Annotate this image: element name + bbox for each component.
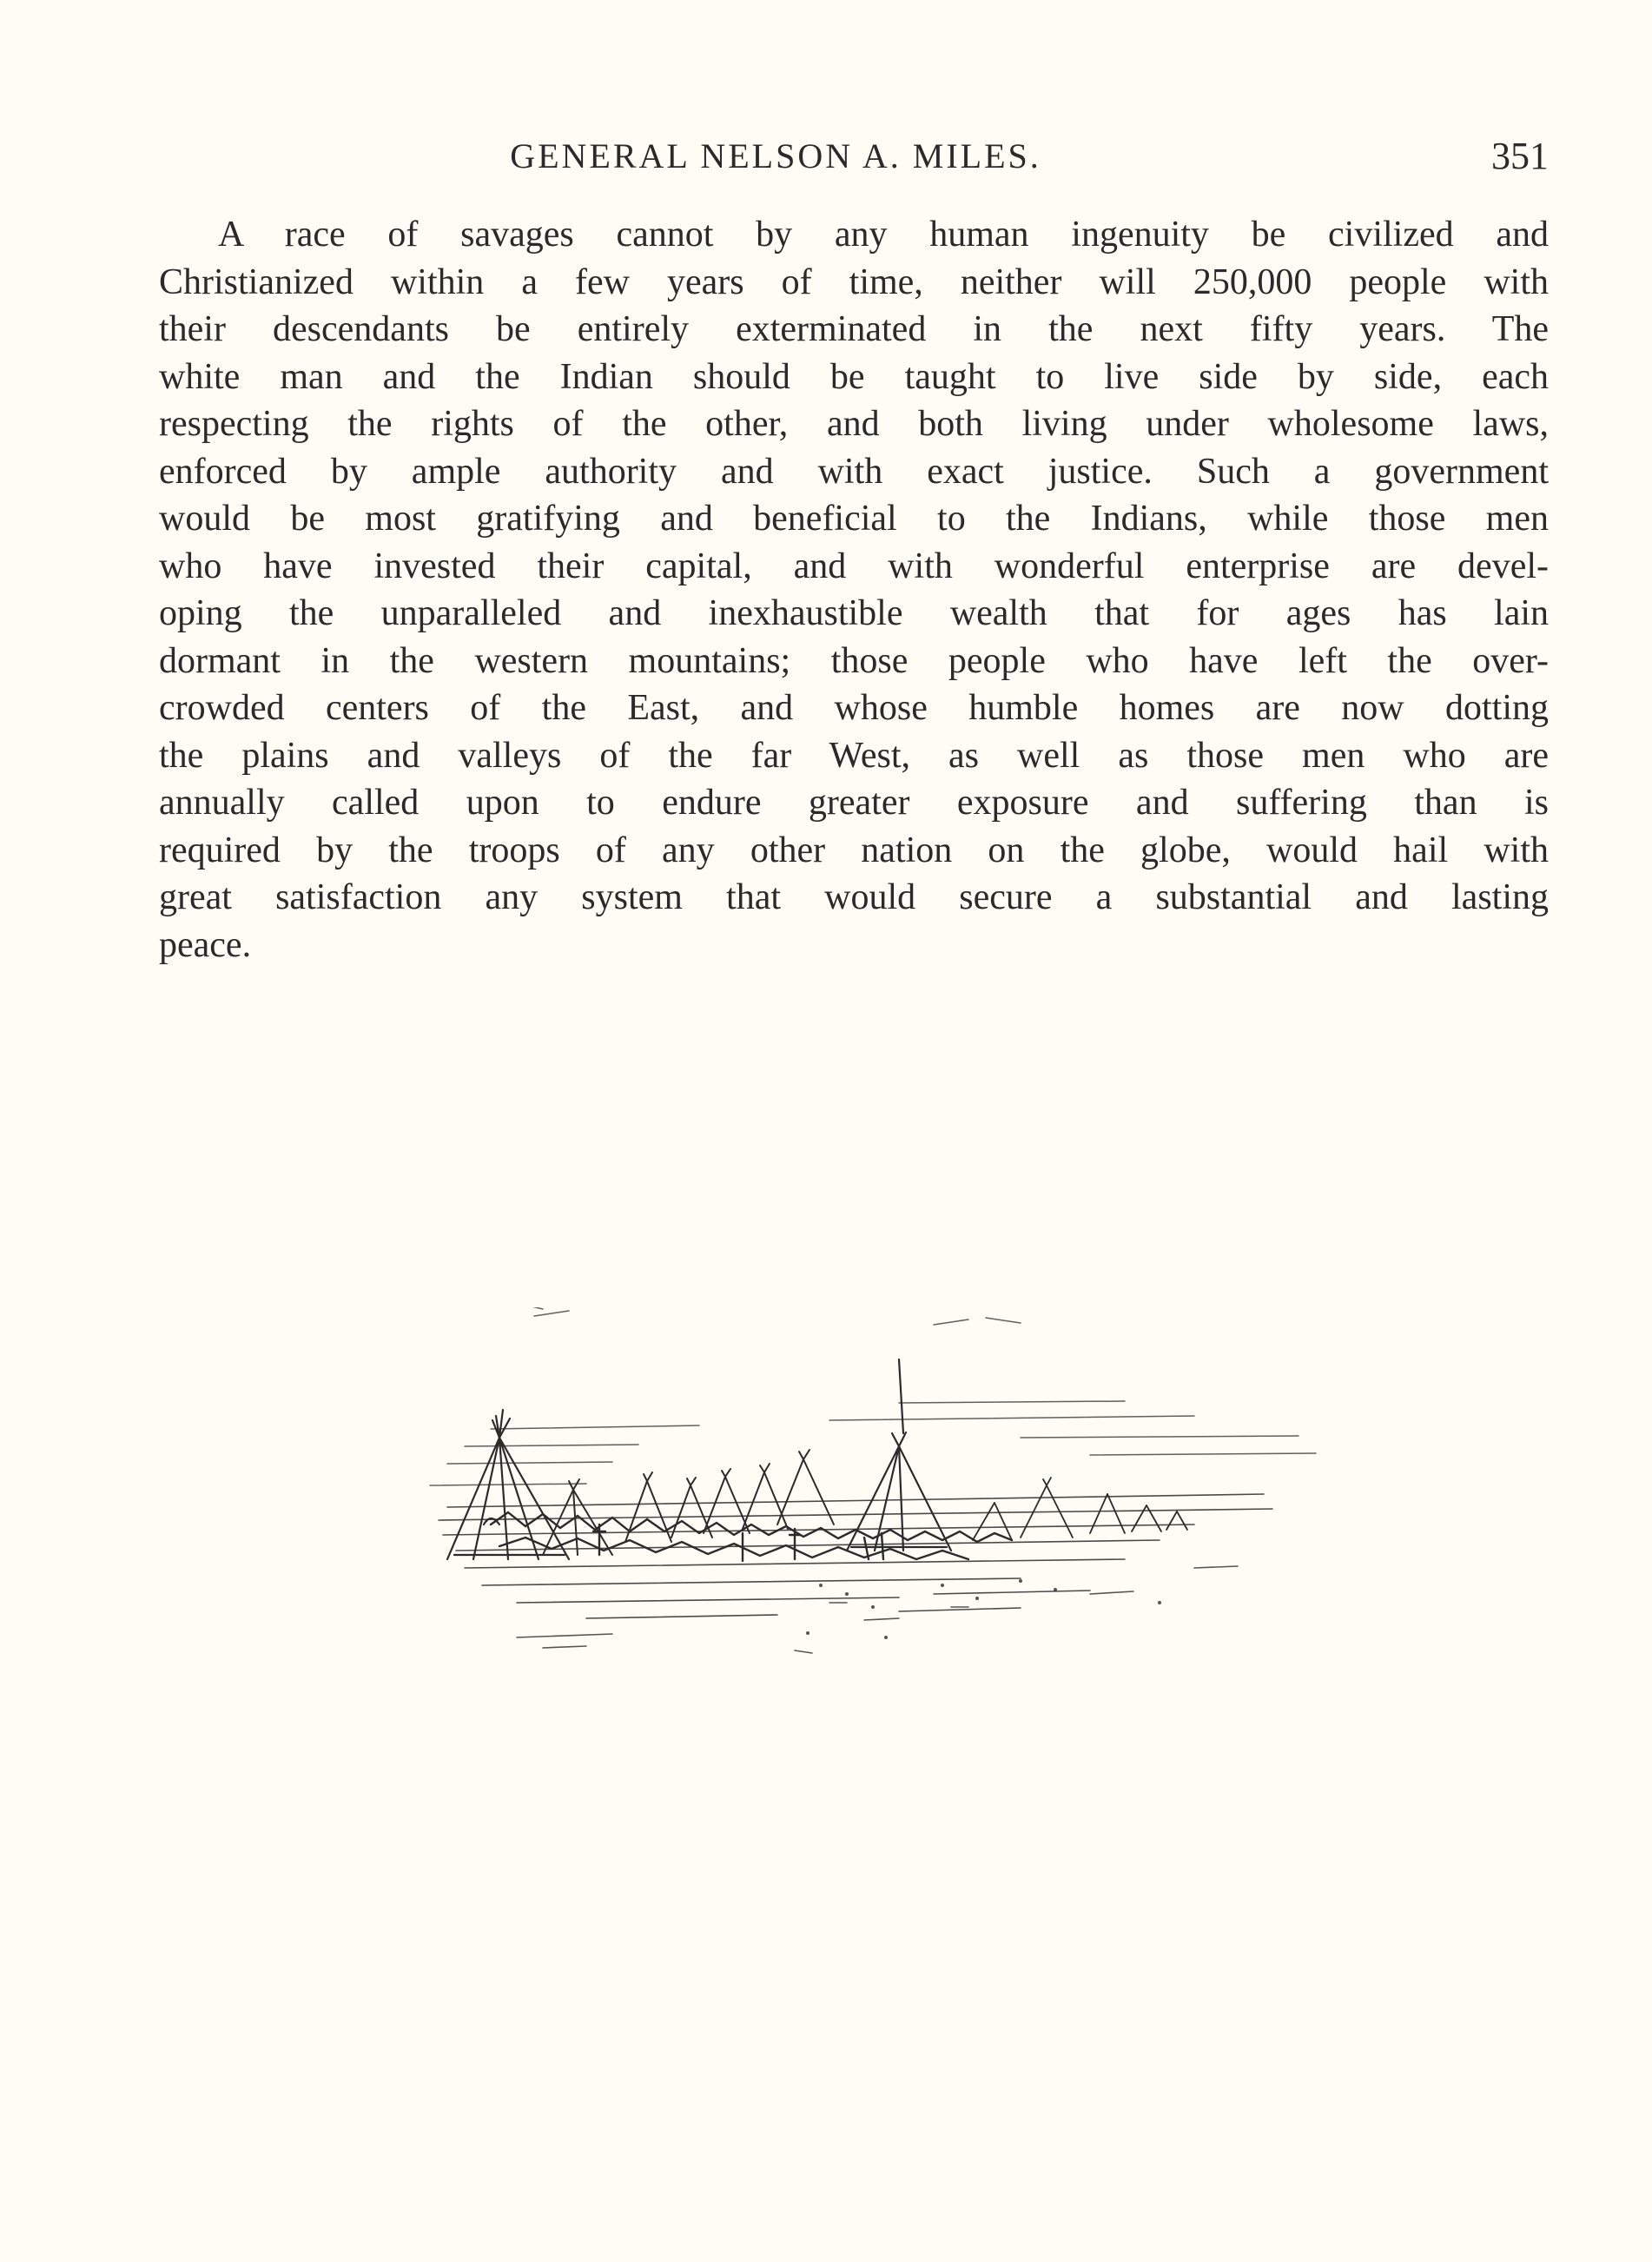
body-paragraph bbox=[159, 211, 1549, 969]
text-line: dormant in the western mountains; those people who have left the over- bbox=[159, 640, 1549, 681]
text-line: who have invested their capital, and with wonderful enterprise are devel- bbox=[159, 546, 1549, 586]
text-line: enforced by ample authority and with exact justice. Such a government bbox=[159, 451, 1549, 492]
text-line: crowded centers of the East, and whose humble homes are now dotting bbox=[159, 688, 1549, 728]
running-title: GENERAL NELSON A. MILES. bbox=[510, 136, 1041, 175]
text-line: the plains and valleys of the far West, as well as those men who are bbox=[159, 735, 1549, 776]
text-line: oping the unparalleled and inexhaustible wealth that for ages has lain bbox=[159, 593, 1549, 633]
text-line: respecting the rights of the other, and both living under wholesome laws, bbox=[159, 404, 1549, 444]
text-line: great satisfaction any system that would secure a substantial and lasting bbox=[159, 877, 1549, 917]
text-line: required by the troops of any other nation on the globe, would hail with bbox=[159, 830, 1549, 870]
text-line: A race of savages cannot by any human ingenuity be civilized and bbox=[218, 215, 1549, 255]
running-head bbox=[159, 130, 1549, 182]
text-line: would be most gratifying and beneficial to the Indians, while those men bbox=[159, 499, 1549, 539]
text-line: annually called upon to endure greater exposure and suffering than is bbox=[159, 783, 1549, 823]
text-line: white man and the Indian should be taught to live side by side, each bbox=[159, 356, 1549, 397]
teepee-camp-sketch-icon bbox=[413, 1307, 1320, 1659]
text-line: Christianized within a few years of time, neither will 250,000 people with bbox=[159, 261, 1549, 302]
text-line: their descendants be entirely exterminated in the next fifty years. The bbox=[159, 309, 1549, 349]
page-number: 351 bbox=[1491, 135, 1549, 177]
text-line: peace. bbox=[159, 924, 252, 965]
